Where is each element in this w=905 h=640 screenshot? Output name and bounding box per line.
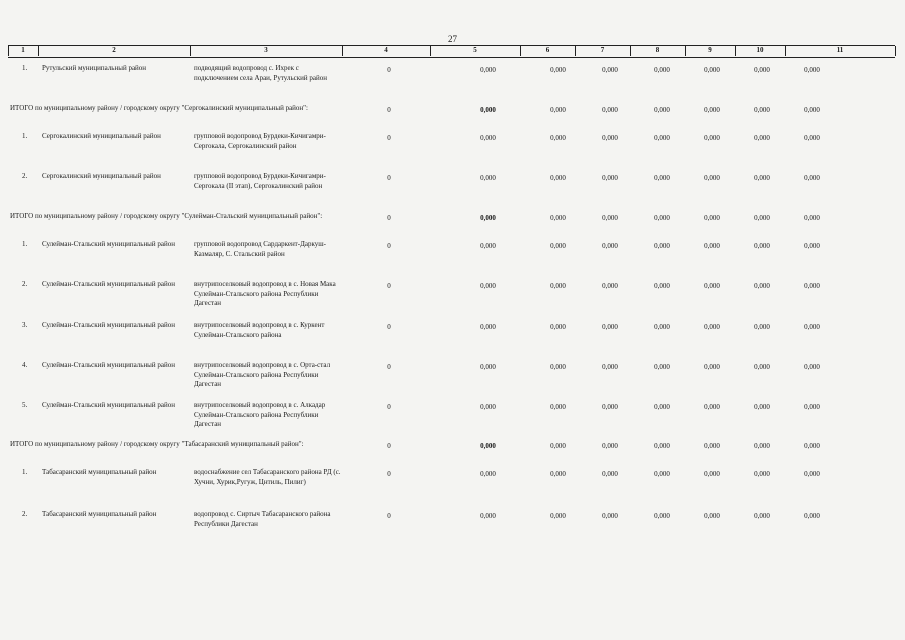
value-c8: 0,000 — [654, 134, 670, 142]
value-c10: 0,000 — [754, 323, 770, 331]
value-c5: 0,000 — [480, 442, 496, 450]
value-c6: 0,000 — [550, 66, 566, 74]
value-c10: 0,000 — [754, 174, 770, 182]
value-c7: 0,000 — [602, 512, 618, 520]
value-c11: 0,000 — [804, 242, 820, 250]
district-name: Сергокалинский муниципальный район — [42, 132, 161, 140]
object-name: внутрипоселковый водопровод в с. Новая Мака Сулейман-Стальского района Республики Дагестан — [194, 280, 336, 307]
value-c6: 0,000 — [550, 174, 566, 182]
value-c11: 0,000 — [804, 66, 820, 74]
value-c10: 0,000 — [754, 442, 770, 450]
district-name: Сулейман-Стальский муниципальный район — [42, 321, 175, 329]
value-c9: 0,000 — [704, 323, 720, 331]
value-c7: 0,000 — [602, 106, 618, 114]
value-c10: 0,000 — [754, 134, 770, 142]
value-c10: 0,000 — [754, 363, 770, 371]
value-c8: 0,000 — [654, 512, 670, 520]
district-name: Рутульский муниципальный район — [42, 64, 147, 72]
value-c8: 0,000 — [654, 282, 670, 290]
total-label: ИТОГО по муниципальному району / городскому округу "Табасаранский муниципальный район": — [10, 440, 304, 448]
column-header-5: 5 — [473, 46, 477, 54]
row-number: 3. — [22, 321, 28, 329]
value-c7: 0,000 — [602, 66, 618, 74]
value-c10: 0,000 — [754, 66, 770, 74]
value-c8: 0,000 — [654, 106, 670, 114]
value-c10: 0,000 — [754, 242, 770, 250]
value-c5: 0,000 — [480, 106, 496, 114]
value-c4: 0 — [387, 442, 391, 450]
column-header-8: 8 — [655, 46, 660, 54]
row-number: 2. — [22, 510, 28, 518]
value-c9: 0,000 — [704, 403, 720, 411]
column-header-9: 9 — [708, 46, 712, 54]
value-c10: 0,000 — [754, 512, 770, 520]
district-name: Сулейман-Стальский муниципальный район — [42, 401, 175, 409]
value-c8: 0,000 — [654, 470, 670, 478]
value-c6: 0,000 — [550, 442, 566, 450]
value-c6: 0,000 — [550, 512, 566, 520]
total-label: ИТОГО по муниципальному району / городскому округу "Сергокалинский муниципальный район": — [10, 104, 308, 112]
value-c5: 0,000 — [480, 242, 496, 250]
value-c6: 0,000 — [550, 363, 566, 371]
value-c10: 0,000 — [754, 470, 770, 478]
value-c5: 0,000 — [480, 134, 496, 142]
object-name: подводящий водопровод с. Ихрек с подключением села Араи, Рутульский район — [194, 64, 328, 82]
value-c5: 0,000 — [480, 470, 496, 478]
row-number: 2. — [22, 172, 28, 180]
value-c7: 0,000 — [602, 442, 618, 450]
value-c5: 0,000 — [480, 214, 496, 222]
page-number: 27 — [448, 34, 457, 44]
value-c11: 0,000 — [804, 323, 820, 331]
value-c7: 0,000 — [602, 323, 618, 331]
header-bottom-rule — [8, 57, 895, 58]
object-name: внутрипоселковый водопровод в с. Куркент Сулейман-Стальского района — [194, 321, 325, 339]
row-number: 1. — [22, 132, 28, 140]
column-header-7: 7 — [600, 46, 605, 54]
row-number: 2. — [22, 280, 28, 288]
value-c9: 0,000 — [704, 242, 720, 250]
column-header-11: 11 — [836, 46, 844, 54]
value-c6: 0,000 — [550, 323, 566, 331]
value-c11: 0,000 — [804, 214, 820, 222]
value-c8: 0,000 — [654, 242, 670, 250]
value-c8: 0,000 — [654, 214, 670, 222]
value-c5: 0,000 — [480, 323, 496, 331]
value-c4: 0 — [387, 66, 391, 74]
value-c10: 0,000 — [754, 214, 770, 222]
value-c5: 0,000 — [480, 66, 496, 74]
value-c4: 0 — [387, 242, 391, 250]
value-c10: 0,000 — [754, 106, 770, 114]
value-c5: 0,000 — [480, 363, 496, 371]
object-name: групповой водопровод Бурдеки-Кичигамри-Сергокала (II этап), Сергокалинский район — [194, 172, 326, 190]
value-c11: 0,000 — [804, 442, 820, 450]
value-c6: 0,000 — [550, 134, 566, 142]
value-c7: 0,000 — [602, 174, 618, 182]
total-label: ИТОГО по муниципальному району / городскому округу "Сулейман-Стальский муниципальный район": — [10, 212, 323, 220]
value-c9: 0,000 — [704, 214, 720, 222]
value-c5: 0,000 — [480, 403, 496, 411]
value-c11: 0,000 — [804, 470, 820, 478]
row-number: 1. — [22, 64, 28, 72]
object-name: водопровод с. Сиртыч Табасаранского района Республики Дагестан — [194, 510, 331, 528]
district-name: Сулейман-Стальский муниципальный район — [42, 280, 175, 288]
column-header-10: 10 — [756, 46, 764, 54]
value-c9: 0,000 — [704, 363, 720, 371]
value-c6: 0,000 — [550, 106, 566, 114]
object-name: внутрипоселковый водопровод в с. Орта-стал Сулейман-Стальского района Республики Дагестан — [194, 361, 331, 388]
value-c11: 0,000 — [804, 403, 820, 411]
column-header-1: 1 — [21, 46, 25, 54]
column-header-6: 6 — [545, 46, 550, 54]
value-c11: 0,000 — [804, 512, 820, 520]
value-c9: 0,000 — [704, 66, 720, 74]
district-name: Табасаранский муниципальный район — [42, 468, 157, 476]
value-c4: 0 — [387, 134, 391, 142]
value-c7: 0,000 — [602, 470, 618, 478]
value-c8: 0,000 — [654, 66, 670, 74]
value-c11: 0,000 — [804, 106, 820, 114]
value-c4: 0 — [387, 403, 391, 411]
value-c9: 0,000 — [704, 174, 720, 182]
value-c9: 0,000 — [704, 470, 720, 478]
district-name: Сергокалинский муниципальный район — [42, 172, 161, 180]
value-c5: 0,000 — [480, 282, 496, 290]
object-name: групповой водопровод Бурдеки-Кичигамри-Сергокала, Сергокалинский район — [194, 132, 326, 150]
district-name: Сулейман-Стальский муниципальный район — [42, 361, 175, 369]
value-c10: 0,000 — [754, 282, 770, 290]
value-c10: 0,000 — [754, 403, 770, 411]
value-c6: 0,000 — [550, 403, 566, 411]
value-c4: 0 — [387, 282, 391, 290]
value-c7: 0,000 — [602, 214, 618, 222]
value-c4: 0 — [387, 470, 391, 478]
district-name: Сулейман-Стальский муниципальный район — [42, 240, 175, 248]
value-c7: 0,000 — [602, 134, 618, 142]
value-c4: 0 — [387, 214, 391, 222]
value-c6: 0,000 — [550, 242, 566, 250]
value-c9: 0,000 — [704, 442, 720, 450]
column-header-2: 2 — [112, 46, 116, 54]
column-header-3: 3 — [264, 46, 268, 54]
row-number: 1. — [22, 468, 28, 476]
value-c4: 0 — [387, 106, 391, 114]
header-divider — [895, 46, 896, 56]
column-header-4: 4 — [384, 46, 388, 54]
value-c4: 0 — [387, 363, 391, 371]
object-name: внутрипоселковый водопровод в с. Алкадар Сулейман-Стальского района Республики Дагестан — [194, 401, 326, 428]
value-c9: 0,000 — [704, 512, 720, 520]
value-c5: 0,000 — [480, 174, 496, 182]
value-c11: 0,000 — [804, 363, 820, 371]
value-c8: 0,000 — [654, 403, 670, 411]
value-c6: 0,000 — [550, 282, 566, 290]
district-name: Табасаранский муниципальный район — [42, 510, 157, 518]
value-c8: 0,000 — [654, 174, 670, 182]
row-number: 5. — [22, 401, 28, 409]
object-name: водоснабжение сел Табасаранского района РД (с. Хучни, Хурик,Ругуж, Цнтиль, Пилиг) — [194, 468, 341, 486]
value-c8: 0,000 — [654, 442, 670, 450]
value-c9: 0,000 — [704, 134, 720, 142]
value-c11: 0,000 — [804, 174, 820, 182]
value-c5: 0,000 — [480, 512, 496, 520]
row-number: 1. — [22, 240, 28, 248]
value-c7: 0,000 — [602, 403, 618, 411]
value-c6: 0,000 — [550, 470, 566, 478]
value-c8: 0,000 — [654, 323, 670, 331]
value-c8: 0,000 — [654, 363, 670, 371]
value-c7: 0,000 — [602, 363, 618, 371]
value-c4: 0 — [387, 323, 391, 331]
value-c7: 0,000 — [602, 242, 618, 250]
object-name: групповой водопровод Сардаркент-Даркуш-Казмаляр, С. Стальский район — [194, 240, 326, 258]
value-c6: 0,000 — [550, 214, 566, 222]
value-c11: 0,000 — [804, 134, 820, 142]
value-c11: 0,000 — [804, 282, 820, 290]
value-c4: 0 — [387, 174, 391, 182]
value-c9: 0,000 — [704, 282, 720, 290]
value-c4: 0 — [387, 512, 391, 520]
value-c9: 0,000 — [704, 106, 720, 114]
value-c7: 0,000 — [602, 282, 618, 290]
row-number: 4. — [22, 361, 28, 369]
